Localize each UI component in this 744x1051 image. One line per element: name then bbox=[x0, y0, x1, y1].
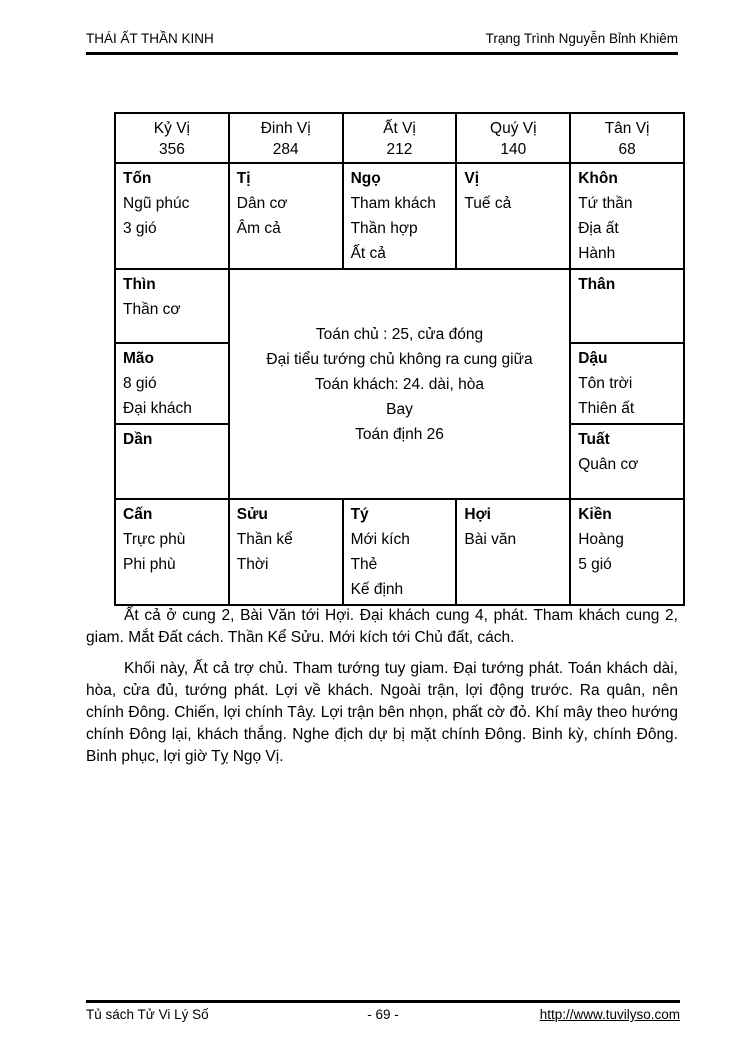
cell-line: 8 gió bbox=[123, 375, 157, 392]
cell-line: 5 gió bbox=[578, 556, 612, 573]
cell-title: Thìn bbox=[123, 276, 156, 293]
cell-label: Quý Vị bbox=[490, 120, 537, 137]
cell-line: Tứ thần bbox=[578, 195, 633, 212]
cell-at-vi bbox=[343, 113, 457, 163]
cell-value: 356 bbox=[158, 141, 185, 158]
cell-line: Âm cả bbox=[236, 220, 281, 237]
cell-suu bbox=[229, 499, 343, 605]
cell-tan-vi bbox=[570, 113, 684, 163]
center-line: Đại tiểu tướng chủ không ra cung giữa bbox=[266, 350, 533, 368]
cell-kien bbox=[570, 499, 684, 605]
cell-vi bbox=[456, 163, 570, 269]
cell-khon bbox=[570, 163, 684, 269]
cell-quy-vi bbox=[456, 113, 570, 163]
cell-line: Trực phù bbox=[123, 531, 186, 548]
cell-label: Ất Vị bbox=[383, 120, 416, 137]
center-line: Bay bbox=[386, 400, 413, 418]
cell-line: Ất cả bbox=[350, 245, 386, 262]
board-value-row bbox=[115, 113, 684, 163]
header-author: Trạng Trình Nguyễn Bỉnh Khiêm bbox=[485, 31, 678, 46]
paragraph-2: Khối này, Ất cả trợ chủ. Tham tướng tuy giam. Đại tướng phát. Toán khách dài, hòa, cửa đủ, tướng phát. Lợi về khách. Ngoài trận, lợi động trước. Ra quân, nên chính Đông. Chiến, lợi chính Tây. Lợi trận bên nhọn, phất cờ đỏ. Khí mây theo hướng chính Đông lại, khách thắng. Nghe địch dự bị mặt chính Đông. Binh kỳ, chính Đông. Binh phục, lợi giờ Tỵ Ngọ Vị. bbox=[86, 660, 678, 765]
cell-tuat bbox=[570, 424, 684, 499]
cell-line: Thần kể bbox=[236, 531, 293, 548]
cell-title: Kiền bbox=[578, 506, 612, 523]
cell-line: 3 gió bbox=[123, 220, 157, 237]
cell-value: 140 bbox=[500, 141, 527, 158]
cell-label: Tân Vị bbox=[604, 120, 650, 137]
cell-title: Thân bbox=[578, 276, 616, 293]
cell-line: Thiên ất bbox=[578, 400, 635, 417]
cell-label: Đinh Vị bbox=[260, 120, 311, 137]
footer-url-link[interactable]: http://www.tuvilyso.com bbox=[539, 1007, 681, 1022]
cell-line: Thẻ bbox=[350, 556, 378, 573]
footer-page-number: - 69 - bbox=[367, 1007, 399, 1022]
cell-line: Hành bbox=[578, 245, 616, 262]
header-book-title: THÁI ẤT THẦN KINH bbox=[86, 31, 214, 46]
cell-thin bbox=[115, 269, 229, 343]
cell-mao bbox=[115, 343, 229, 424]
cell-dan bbox=[115, 424, 229, 499]
cell-hoi bbox=[456, 499, 570, 605]
cell-ty bbox=[343, 499, 457, 605]
cell-line: Quân cơ bbox=[578, 456, 639, 473]
page-footer bbox=[86, 1000, 680, 1022]
cell-ngo bbox=[343, 163, 457, 269]
cell-ti bbox=[229, 163, 343, 269]
cell-line: Tôn trời bbox=[578, 375, 633, 392]
center-line: Toán chủ : 25, cửa đóng bbox=[315, 325, 484, 343]
cell-line: Hoàng bbox=[578, 531, 624, 548]
cell-title: Khôn bbox=[578, 170, 618, 187]
cell-line: Tuế cả bbox=[464, 195, 512, 212]
cell-line: Phi phù bbox=[123, 556, 176, 573]
board-top-row bbox=[115, 163, 684, 269]
cell-value: 68 bbox=[618, 141, 636, 158]
cell-dau bbox=[570, 343, 684, 424]
cell-line: Tham khách bbox=[350, 195, 436, 212]
cell-line: Mới kích bbox=[350, 531, 410, 548]
cell-ton bbox=[115, 163, 229, 269]
board-bottom-row bbox=[115, 499, 684, 605]
cell-title: Dậu bbox=[578, 350, 608, 367]
cell-title: Vị bbox=[464, 170, 480, 187]
cell-line: Thần hợp bbox=[350, 220, 418, 237]
cell-line: Bài văn bbox=[464, 531, 517, 548]
divination-board bbox=[114, 112, 685, 606]
cell-title: Tuất bbox=[578, 431, 610, 448]
cell-than bbox=[570, 269, 684, 343]
cell-value: 284 bbox=[272, 141, 299, 158]
cell-title: Dần bbox=[123, 431, 153, 448]
cell-line: Đại khách bbox=[123, 400, 192, 417]
cell-can bbox=[115, 499, 229, 605]
cell-title: Tý bbox=[350, 506, 369, 523]
cell-title: Tốn bbox=[123, 170, 152, 187]
footer-link-wrap bbox=[399, 1007, 680, 1022]
cell-line: Địa ất bbox=[578, 220, 619, 237]
body-text bbox=[86, 605, 678, 768]
center-line: Toán khách: 24. dài, hòa bbox=[315, 375, 484, 393]
cell-title: Sửu bbox=[236, 506, 268, 523]
board-mid-row-1 bbox=[115, 269, 684, 343]
footer-series-title: Tủ sách Tử Vi Lý Số bbox=[86, 1007, 209, 1022]
cell-label: Kỷ Vị bbox=[153, 120, 190, 137]
cell-title: Cấn bbox=[123, 506, 153, 523]
center-line: Toán định 26 bbox=[355, 425, 444, 443]
cell-title: Tị bbox=[236, 170, 251, 187]
cell-title: Ngọ bbox=[350, 170, 381, 187]
page-header bbox=[86, 31, 678, 55]
cell-center-notes bbox=[229, 269, 570, 499]
cell-title: Hợi bbox=[464, 506, 491, 523]
cell-dinh-vi bbox=[229, 113, 343, 163]
cell-ky-vi bbox=[115, 113, 229, 163]
cell-title: Mão bbox=[123, 350, 154, 367]
cell-line: Thời bbox=[236, 556, 269, 573]
cell-line: Kế định bbox=[350, 581, 404, 598]
cell-value: 212 bbox=[386, 141, 413, 158]
cell-line: Dân cơ bbox=[236, 195, 288, 212]
cell-line: Thần cơ bbox=[123, 301, 181, 318]
cell-line: Ngũ phúc bbox=[123, 195, 190, 212]
paragraph-1: Ất cả ở cung 2, Bài Văn tới Hợi. Đại khách cung 4, phát. Tham khách cung 2, giam. Mắt Đất cách. Thần Kể Sửu. Mới kích tới Chủ đất, cách. bbox=[86, 607, 678, 646]
